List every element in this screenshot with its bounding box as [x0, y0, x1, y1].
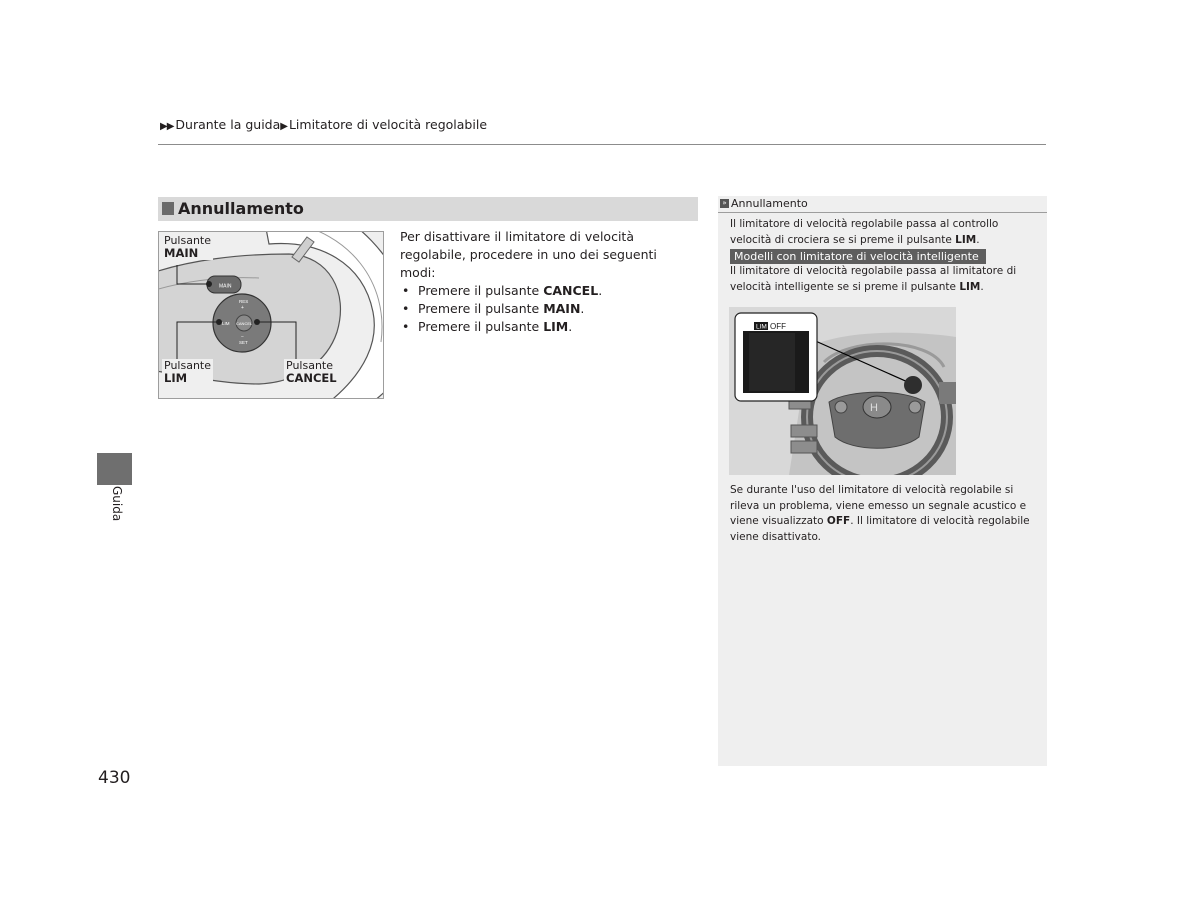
list-item-suffix: .: [580, 301, 585, 316]
callout-bold: LIM: [164, 371, 188, 385]
sidebar-title: Annullamento: [731, 197, 808, 210]
paragraph-bold: LIM: [959, 280, 981, 293]
cancel-button-callout: [284, 359, 339, 385]
instructions-intro: Per disattivare il limitatore di velocità regolabile, procedere in uno dei seguenti modi:: [400, 229, 657, 280]
callout-text: Pulsante: [286, 359, 333, 372]
list-item: [400, 318, 690, 336]
display-pointer-dot: [904, 376, 922, 394]
sidebar-paragraph-2: [730, 264, 1040, 295]
instructions-list: [400, 282, 690, 336]
dashboard-photo: [729, 307, 956, 475]
section-square-icon: [162, 202, 174, 215]
header-divider: [158, 144, 1046, 145]
breadcrumb: [160, 117, 487, 132]
model-tag: Modelli con limitatore di velocità intelligente: [730, 249, 986, 264]
callout-text: Pulsante: [164, 234, 211, 247]
display-off-text: OFF: [770, 322, 786, 331]
svg-text:H: H: [870, 402, 878, 414]
list-item-bold: CANCEL: [543, 283, 599, 298]
sidebar-paragraph-1: [730, 217, 1040, 248]
callout-text: Pulsante: [164, 359, 211, 372]
callout-bold: MAIN: [164, 246, 199, 260]
lim-button-label: LIM: [222, 321, 230, 326]
list-item-text: Premere il pulsante: [418, 283, 544, 298]
breadcrumb-separator-icon: ▶: [280, 121, 287, 132]
reference-arrow-icon: »: [720, 199, 729, 208]
list-item: [400, 300, 690, 318]
res-button-label: RES: [239, 299, 249, 304]
paragraph-bold: OFF: [826, 515, 851, 527]
main-pointer-dot: [206, 281, 212, 287]
lim-pointer-dot: [216, 319, 222, 325]
plus-label: +: [241, 305, 244, 311]
main-button-label: MAIN: [219, 283, 232, 290]
lim-button-callout: [162, 359, 213, 385]
paragraph-text: Il limitatore di velocità regolabile passa al controllo velocità di crociera se si preme il pulsante: [730, 218, 999, 246]
display-lim-icon: LIM: [756, 323, 767, 331]
list-item-suffix: .: [598, 283, 603, 298]
paragraph-bold: LIM: [955, 233, 977, 246]
list-item-bold: LIM: [543, 319, 569, 334]
main-button-callout: [162, 234, 213, 260]
paragraph-suffix: .: [976, 233, 980, 246]
list-item: [400, 282, 690, 300]
set-button-label: SET: [239, 340, 248, 345]
paragraph-text: Se durante l'uso del limitatore di velocità regolabile si rileva un problema, viene emesso un segnale acustico e viene visualizzato: [730, 484, 1027, 527]
cancel-button-label: CANCEL: [236, 321, 253, 326]
cancel-pointer-dot: [254, 319, 260, 325]
page-number: 430: [98, 768, 131, 788]
dashboard-illustration: [729, 307, 956, 475]
paragraph-text: Il limitatore di velocità regolabile passa al limitatore di velocità intelligente se si preme il pulsante: [730, 265, 1017, 293]
breadcrumb-part-1: Durante la guida: [175, 117, 281, 132]
instructions: [400, 228, 690, 336]
chapter-tab: [97, 453, 132, 485]
list-item-suffix: .: [568, 319, 573, 334]
paragraph-suffix: .: [980, 280, 984, 293]
breadcrumb-arrow-icon: ▶▶: [160, 121, 174, 132]
section-title: Annullamento: [178, 199, 304, 218]
list-item-text: Premere il pulsante: [418, 301, 544, 316]
paragraph-suffix: . Il limitatore di velocità regolabile viene disattivato.: [730, 515, 1030, 543]
minus-label: −: [241, 334, 244, 340]
callout-bold: CANCEL: [286, 371, 337, 385]
list-item-text: Premere il pulsante: [418, 319, 544, 334]
sidebar-paragraph-3: [730, 483, 1040, 545]
chapter-tab-label: Guida: [110, 486, 124, 522]
list-item-bold: MAIN: [543, 301, 581, 316]
breadcrumb-part-2: Limitatore di velocità regolabile: [288, 117, 488, 132]
